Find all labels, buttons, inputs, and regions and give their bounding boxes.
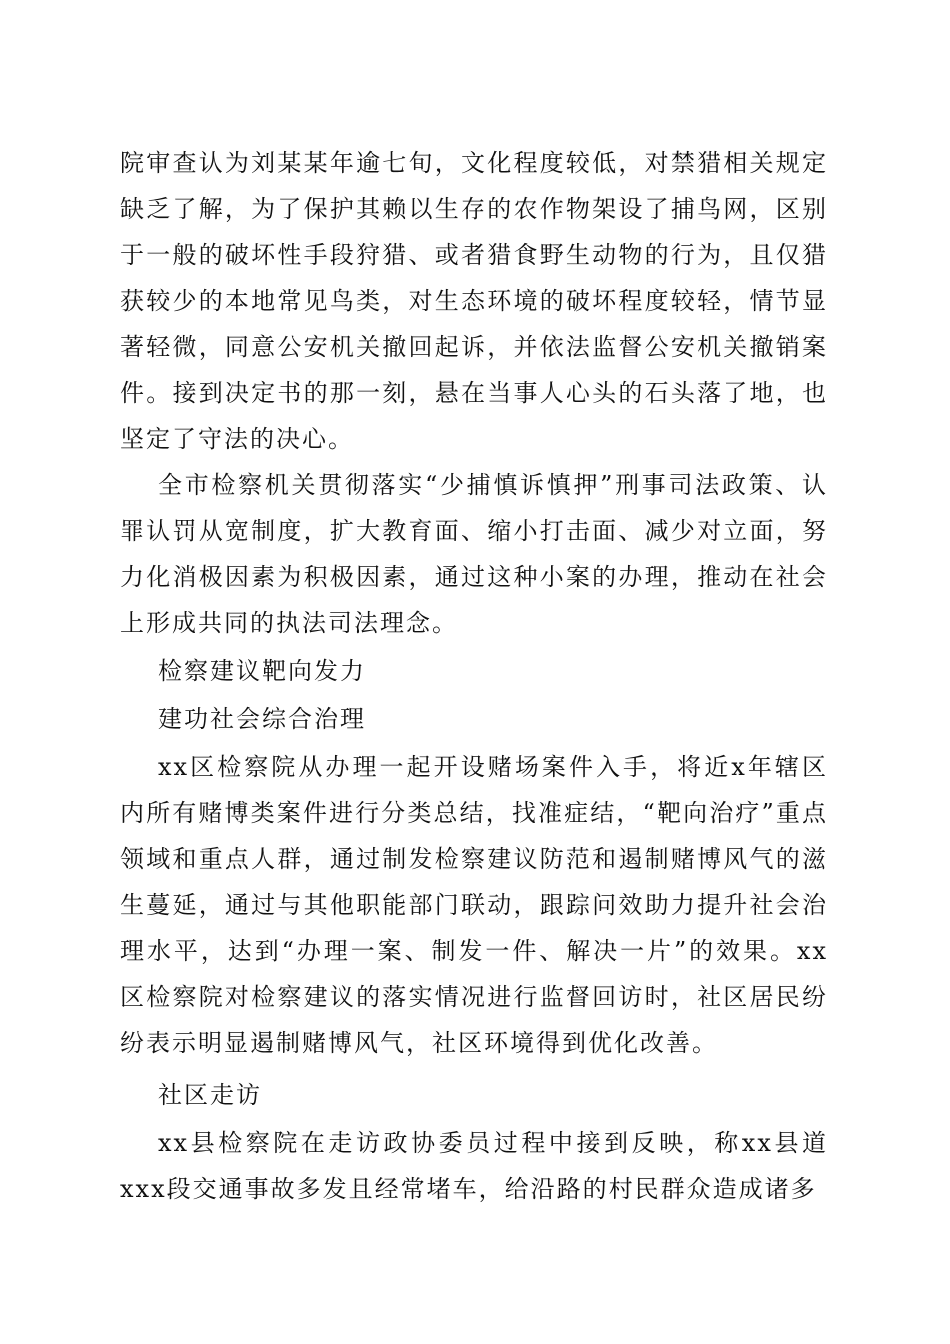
paragraph-policy: 全市检察机关贯彻落实“少捕慎诉慎押”刑事司法政策、认罪认罚从宽制度，扩大教育面、缩小打击面、减少对立面，努力化消极因素为积极因素，通过这种小案的办理，推动在社会上形成共同的执法司法理念。 xyxy=(120,471,828,637)
paragraph-continuation: 院审查认为刘某某年逾七旬，文化程度较低，对禁猎相关规定缺乏了解，为了保护其赖以生存的农作物架设了捕鸟网，区别于一般的破坏性手段狩猎、或者猎食野生动物的行为，且仅猎获较少的本地常见鸟类，对生态环境的破坏程度较轻，情节显著轻微，同意公安机关撤回起诉，并依法监督公安机关撤销案件。接到决定书的那一刻，悬在当事人心头的石头落了地，也坚定了守法的决心。 xyxy=(120,149,828,453)
document-body xyxy=(120,140,828,1212)
paragraph-county-procuratorate: xx县检察院在走访政协委员过程中接到反映，称xx县道xxx段交通事故多发且经常堵车，给沿路的村民群众造成诸多 xyxy=(120,1129,828,1203)
section-heading-2: 建功社会综合治理 xyxy=(158,705,366,733)
section-heading-3: 社区走访 xyxy=(158,1081,262,1109)
paragraph-district-procuratorate: xx区检察院从办理一起开设赌场案件入手，将近x年辖区内所有赌博类案件进行分类总结，找准症结，“靶向治疗”重点领域和重点人群，通过制发检察建议防范和遏制赌博风气的滋生蔓延，通过与其他职能部门联动，跟踪问效助力提升社会治理水平，达到“办理一案、制发一件、解决一片”的效果。xx区检察院对检察建议的落实情况进行监督回访时，社区居民纷纷表示明显遏制赌博风气，社区环境得到优化改善。 xyxy=(120,753,828,1057)
section-heading-1: 检察建议靶向发力 xyxy=(158,657,366,685)
